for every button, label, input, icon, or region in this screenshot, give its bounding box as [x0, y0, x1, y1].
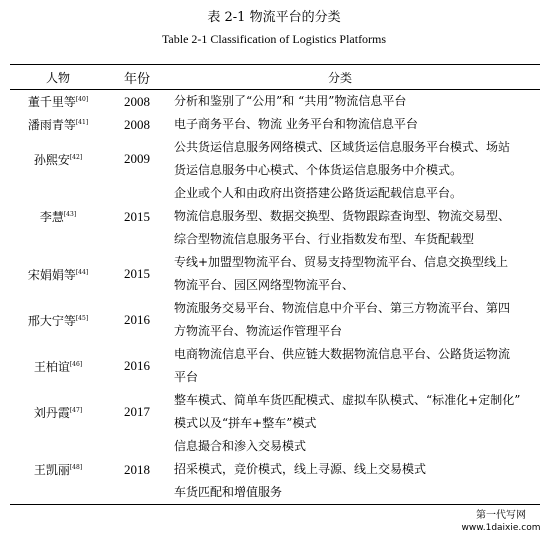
category-line: 平台	[174, 370, 199, 384]
cell-category	[168, 182, 540, 251]
watermark	[460, 509, 542, 534]
reference-marker: [43]	[63, 211, 77, 218]
cell-year: 2009	[124, 151, 150, 166]
category-line: 物流服务交易平台、物流信息中介平台、第三方物流平台、第四	[174, 301, 511, 315]
cell-year: 2017	[124, 404, 150, 419]
cell-category	[168, 343, 540, 389]
category-line: 电子商务平台、物流 业务平台和物流信息平台	[174, 117, 418, 131]
category-line: 物流信息服务型、数据交换型、货物跟踪查询型、物流交易型、	[174, 209, 511, 223]
cell-person	[10, 90, 106, 114]
reference-marker: [41]	[75, 119, 89, 126]
header-category: 分类	[168, 65, 540, 90]
reference-marker: [46]	[69, 360, 83, 368]
person-name: 李慧	[39, 210, 64, 224]
person-name: 王凯丽	[33, 463, 70, 477]
cell-year: 2016	[124, 312, 150, 327]
category-line: 企业或个人和由政府出资搭建公路货运配载信息平台。	[174, 186, 463, 200]
cell-person	[10, 297, 106, 343]
cell-category	[168, 297, 540, 343]
cell-category	[168, 113, 540, 136]
cell-year: 2008	[124, 93, 150, 109]
watermark-url: www.1daixie.com	[461, 523, 541, 533]
table-row	[10, 435, 540, 505]
category-line: 公共货运信息服务网络模式、区域货运信息服务平台模式、场站	[174, 140, 511, 154]
person-name: 潘雨青等	[27, 118, 76, 132]
cell-person	[10, 182, 106, 251]
reference-marker: [42]	[69, 153, 83, 161]
table-row	[10, 389, 540, 435]
table-row	[10, 343, 540, 389]
person-name: 董千里等	[27, 95, 76, 109]
person-name: 王柏谊	[33, 359, 70, 374]
category-line: 方物流平台、物流运作管理平台	[174, 324, 343, 338]
table-row	[10, 251, 540, 297]
cell-year: 2008	[124, 116, 150, 132]
cell-person	[10, 113, 106, 136]
cell-person	[10, 389, 106, 435]
table-row	[10, 182, 540, 251]
table-caption-en: Table 2-1 Classification of Logistics Platforms	[161, 32, 387, 46]
table-caption-cn: 表 2-1 物流平台的分类	[207, 10, 341, 25]
cell-year: 2015	[124, 208, 150, 224]
category-line: 招采模式，竞价模式，线上寻源、线上交易模式	[174, 462, 427, 476]
reference-marker: [47]	[69, 406, 83, 414]
cell-person	[10, 435, 106, 505]
person-name: 邢大宁等	[27, 313, 76, 328]
reference-marker: [40]	[75, 96, 89, 103]
table-row	[10, 136, 540, 182]
category-line: 整车模式、简单车货匹配模式、虚拟车队模式、“标准化+定制化”	[174, 393, 521, 407]
reference-marker: [44]	[75, 268, 89, 276]
person-name: 孙熙安	[33, 152, 70, 167]
cell-category	[168, 389, 540, 435]
person-name: 刘丹霞	[33, 405, 70, 420]
category-line: 分析和鉴别了“公用”和 “共用”物流信息平台	[174, 94, 407, 108]
cell-year: 2018	[106, 435, 168, 505]
cell-year: 2016	[124, 358, 150, 373]
cell-person	[10, 251, 106, 297]
header-person: 人物	[10, 65, 106, 90]
category-line: 电商物流信息平台、供应链大数据物流信息平台、公路货运物流	[174, 347, 511, 361]
person-name: 宋娟娟等	[27, 267, 76, 282]
table-row	[10, 113, 540, 136]
cell-category	[168, 90, 540, 114]
table-row	[10, 90, 540, 114]
reference-marker: [48]	[69, 464, 83, 471]
header-year: 年份	[106, 65, 168, 90]
cell-person	[10, 136, 106, 182]
category-line: 物流平台、园区网络型物流平台、	[174, 278, 355, 292]
watermark-name: 第一代写网	[476, 510, 526, 521]
category-line: 信息撮合和渗入交易模式	[174, 439, 307, 453]
cell-category	[168, 251, 540, 297]
cell-year: 2015	[124, 266, 150, 281]
category-line: 模式以及“拼车+整车”模式	[174, 416, 317, 430]
table-row	[10, 297, 540, 343]
category-line: 综合型物流信息服务平台、行业指数发布型、车货配载型	[174, 232, 475, 246]
category-line: 货运信息服务中心模式、个体货运信息服务中介模式。	[174, 163, 463, 177]
cell-category	[168, 136, 540, 182]
category-line: 车货匹配和增值服务	[174, 485, 283, 499]
table-body	[10, 90, 540, 505]
reference-marker: [45]	[75, 314, 89, 322]
category-line: 专线+加盟型物流平台、贸易支持型物流平台、信息交换型线上	[174, 255, 509, 269]
header-row	[10, 65, 540, 90]
classification-table	[10, 64, 540, 505]
cell-category	[168, 435, 540, 505]
cell-person	[10, 343, 106, 389]
